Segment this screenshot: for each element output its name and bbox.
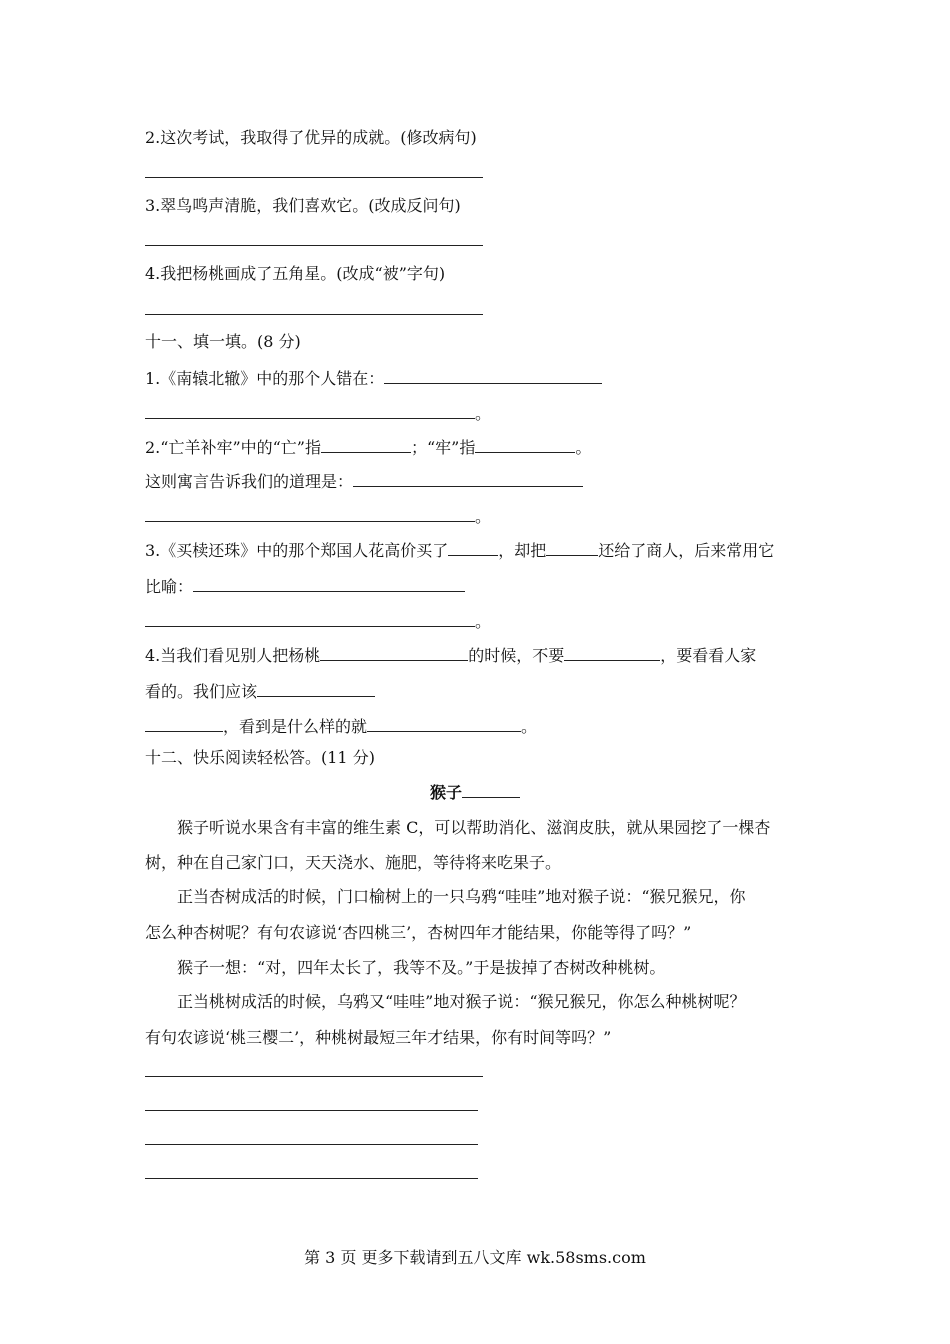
answer-line [145, 177, 483, 178]
q11-item-1-cont: 。 [145, 402, 491, 424]
fill-blank[interactable] [257, 680, 375, 697]
q12-heading: 十二、快乐阅读轻松答。(11 分) [145, 748, 375, 767]
passage-p3: 猴子一想：“对，四年太长了，我等不及。”于是拔掉了杏树改种桃树。 [177, 958, 666, 977]
answer-line [145, 1144, 478, 1145]
q11-item-2-lesson: 这则寓言告诉我们的道理是： [145, 470, 583, 492]
fill-blank[interactable] [367, 715, 521, 732]
fill-blank[interactable] [546, 539, 598, 556]
title-blank[interactable] [462, 781, 520, 798]
passage-p2-line1: 正当杏树成活的时候，门口榆树上的一只乌鸦“哇哇”地对猴子说：“猴兄猴兄，你 [177, 887, 746, 906]
fill-blank[interactable] [321, 436, 411, 453]
passage-p1-line1: 猴子听说水果含有丰富的维生素 C，可以帮助消化、滋润皮肤，就从果园挖了一棵杏 [177, 818, 771, 837]
answer-line [145, 245, 483, 246]
fill-blank[interactable] [564, 644, 660, 661]
q11-item-2-cont: 。 [145, 505, 491, 527]
fill-blank[interactable] [475, 436, 575, 453]
passage-p1-line2: 树，种在自己家门口，天天浇水、施肥，等待将来吃果子。 [145, 853, 562, 872]
fill-blank[interactable] [320, 644, 468, 661]
fill-blank[interactable] [353, 470, 583, 487]
q11-item-2: 2.“亡羊补牢”中的“亡”指 ；“牢”指 。 [145, 438, 592, 457]
q11-item-4-line2: 看的。我们应该 [145, 680, 375, 702]
passage-p2-line2: 怎么种杏树呢？有句农谚说‘杏四桃三’，杏树四年才能结果，你能等得了吗？” [145, 923, 692, 942]
q11-item-4: 4.当我们看见别人把杨桃 的时候，不要 ，要看看人家 [145, 646, 757, 665]
q10-item-3: 3.翠鸟鸣声清脆，我们喜欢它。(改成反问句) [145, 196, 461, 215]
fill-blank[interactable] [193, 575, 465, 592]
fill-blank[interactable] [448, 539, 498, 556]
q10-item-4: 4.我把杨桃画成了五角星。(改成“被”字句) [145, 264, 446, 283]
fill-blank[interactable] [145, 402, 475, 419]
fill-blank[interactable] [384, 367, 602, 384]
answer-line [145, 314, 483, 315]
fill-blank[interactable] [145, 610, 475, 627]
q11-item-1: 1.《南辕北辙》中的那个人错在： [145, 367, 602, 389]
answer-line [145, 1110, 478, 1111]
q11-item-3-cont: 。 [145, 610, 491, 632]
fill-blank[interactable] [145, 715, 223, 732]
passage-title: 猴子 [0, 780, 950, 803]
passage-p4-line1: 正当桃树成活的时候，乌鸦又“哇哇”地对猴子说：“猴兄猴兄，你怎么种桃树呢？ [177, 992, 746, 1011]
q10-item-2: 2.这次考试，我取得了优异的成就。(修改病句) [145, 128, 477, 147]
q11-heading: 十一、填一填。(8 分) [145, 332, 301, 351]
q11-item-3: 3.《买椟还珠》中的那个郑国人花高价买了 ，却把 还给了商人，后来常用它 [145, 541, 775, 560]
passage-p4-line2: 有句农谚说‘桃三樱二’，种桃树最短三年才结果，你有时间等吗？” [145, 1028, 612, 1047]
q11-item-4-line3: ，看到是什么样的就 。 [145, 715, 537, 737]
page-footer: 第 3 页 更多下载请到五八文库 wk.58sms.com [304, 1248, 646, 1267]
fill-blank[interactable] [145, 505, 475, 522]
q11-item-3-metaphor: 比喻： [145, 575, 465, 597]
answer-line [145, 1076, 483, 1077]
answer-line [145, 1178, 478, 1179]
